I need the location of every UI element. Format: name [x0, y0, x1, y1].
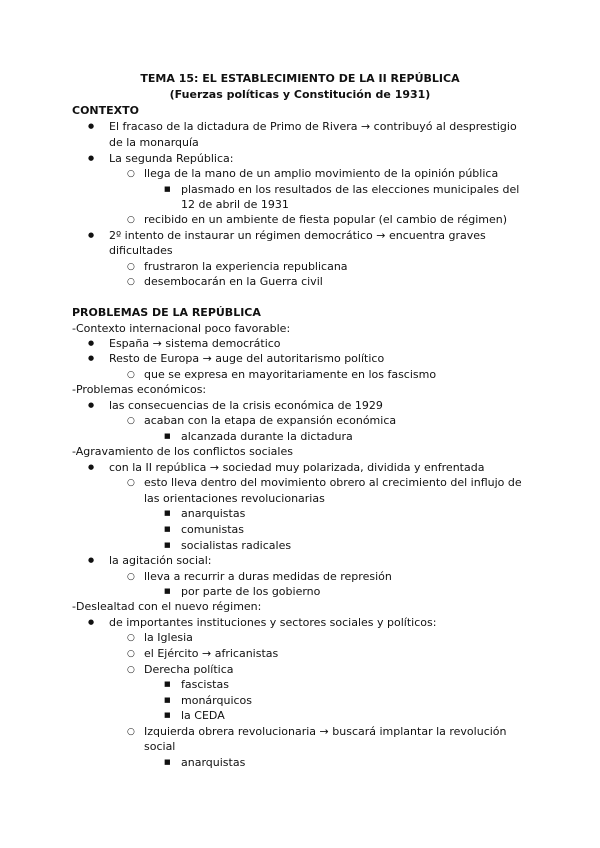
bullet-circle	[127, 166, 135, 183]
list-item: lleva a recurrir a duras medidas de represión	[144, 570, 392, 583]
list-item: socialistas radicales	[181, 539, 292, 552]
bullet-disc	[88, 228, 94, 245]
list-item-continuation: las orientaciones revolucionarias	[144, 492, 325, 505]
bullet-square	[164, 755, 171, 772]
list-item: 2º intento de instaurar un régimen democrático → encuentra graves	[109, 229, 486, 242]
subsection-label: -Problemas económicos:	[72, 383, 207, 396]
list-item: España → sistema democrático	[109, 337, 281, 350]
list-item-continuation: social	[144, 740, 176, 753]
list-item-continuation: 12 de abril de 1931	[181, 198, 289, 211]
list-item: con la II república → sociedad muy polarizada, dividida y enfrentada	[109, 461, 485, 474]
bullet-disc	[88, 398, 94, 415]
list-item: La segunda República:	[109, 152, 234, 165]
bullet-disc	[88, 615, 94, 632]
list-item: Derecha política	[144, 663, 234, 676]
bullet-circle	[127, 475, 135, 492]
list-item: la Iglesia	[144, 631, 193, 644]
bullet-circle	[127, 274, 135, 291]
subsection-label: -Contexto internacional poco favorable:	[72, 322, 291, 335]
list-item-continuation: de la monarquía	[109, 136, 199, 149]
list-item: Resto de Europa → auge del autoritarismo político	[109, 352, 385, 365]
section-heading-problemas: PROBLEMAS DE LA REPÚBLICA	[72, 306, 261, 319]
bullet-square	[164, 506, 171, 523]
list-item: desembocarán en la Guerra civil	[144, 275, 323, 288]
bullet-disc	[88, 351, 94, 368]
bullet-disc	[88, 553, 94, 570]
bullet-square	[164, 677, 171, 694]
list-item: comunistas	[181, 523, 245, 536]
list-item: llega de la mano de un amplio movimiento de la opinión pública	[144, 167, 499, 180]
bullet-circle	[127, 662, 135, 679]
list-item: El fracaso de la dictadura de Primo de Rivera → contribuyó al desprestigio	[109, 120, 517, 133]
list-item: anarquistas	[181, 756, 246, 769]
bullet-circle	[127, 413, 135, 430]
list-item: anarquistas	[181, 507, 246, 520]
list-item: esto lleva dentro del movimiento obrero al crecimiento del influjo de	[144, 476, 522, 489]
bullet-circle	[127, 646, 135, 663]
bullet-disc	[88, 460, 94, 477]
subsection-label: -Deslealtad con el nuevo régimen:	[72, 600, 262, 613]
list-item: frustraron la experiencia republicana	[144, 260, 348, 273]
document-subtitle: (Fuerzas políticas y Constitución de 1931)	[169, 88, 431, 101]
bullet-circle	[127, 724, 135, 741]
list-item: el Ejército → africanistas	[144, 647, 279, 660]
bullet-disc	[88, 151, 94, 168]
document-title: TEMA 15: EL ESTABLECIMIENTO DE LA II REPÚBLICA	[140, 72, 460, 85]
bullet-circle	[127, 630, 135, 647]
list-item: alcanzada durante la dictadura	[181, 430, 353, 443]
list-item: de importantes instituciones y sectores sociales y políticos:	[109, 616, 437, 629]
bullet-square	[164, 182, 171, 199]
list-item: las consecuencias de la crisis económica de 1929	[109, 399, 383, 412]
bullet-circle	[127, 569, 135, 586]
list-item: recibido en un ambiente de fiesta popular (el cambio de régimen)	[144, 213, 508, 226]
bullet-square	[164, 522, 171, 539]
list-item: plasmado en los resultados de las elecciones municipales del	[181, 183, 520, 196]
bullet-disc	[88, 119, 94, 136]
list-item: la CEDA	[181, 709, 225, 722]
list-item: fascistas	[181, 678, 229, 691]
section-heading-contexto: CONTEXTO	[72, 104, 139, 117]
list-item: acaban con la etapa de expansión económica	[144, 414, 397, 427]
bullet-circle	[127, 212, 135, 229]
list-item: que se expresa en mayoritariamente en los fascismo	[144, 368, 437, 381]
subsection-label: -Agravamiento de los conflictos sociales	[72, 445, 293, 458]
bullet-square	[164, 708, 171, 725]
list-item-continuation: dificultades	[109, 244, 173, 257]
list-item: por parte de los gobierno	[181, 585, 321, 598]
list-item: Izquierda obrera revolucionaria → buscará implantar la revolución	[144, 725, 507, 738]
list-item: monárquicos	[181, 694, 253, 707]
list-item: la agitación social:	[109, 554, 212, 567]
